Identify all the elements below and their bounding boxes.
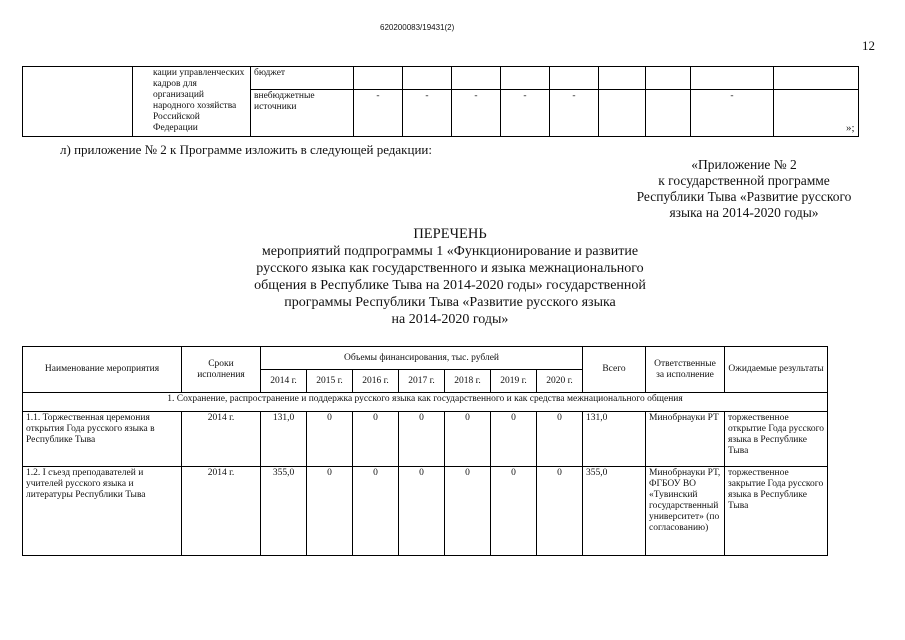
measure-name: 1.1. Торжественная церемония открытия Года русского языка в Республике Тыва: [23, 412, 182, 467]
value-cell: -: [691, 90, 774, 137]
section-row: [23, 393, 828, 412]
value-cell: -: [354, 90, 403, 137]
title-heading: ПЕРЕЧЕНЬ: [413, 226, 487, 242]
table-row: [23, 412, 828, 467]
header-year: 2015 г.: [307, 370, 353, 393]
header-year: 2016 г.: [353, 370, 399, 393]
value-cell: 0: [307, 412, 353, 467]
header-year: 2018 г.: [445, 370, 491, 393]
value-cell: -: [452, 90, 501, 137]
source-cell: внебюджетные источники: [251, 90, 354, 137]
header-results: Ожидаемые результаты: [725, 347, 828, 393]
header-name: Наименование мероприятия: [23, 347, 182, 393]
value-cell: 0: [491, 467, 537, 556]
page-number: 12: [862, 38, 875, 53]
title-line: программы Республики Тыва «Развитие русского языка: [284, 295, 616, 310]
value-cell: 0: [353, 412, 399, 467]
header-year: 2019 г.: [491, 370, 537, 393]
value-cell: [403, 67, 452, 90]
value-cell: 0: [399, 467, 445, 556]
measure-cell: кации управленческих кадров для организаций народного хозяйства Российской Федерации: [133, 67, 251, 137]
appendix-line: Республики Тыва «Развитие русского: [636, 189, 852, 204]
value-cell: [550, 67, 599, 90]
instruction-text: л) приложение № 2 к Программе изложить в следующей редакции:: [60, 142, 432, 157]
appendix-line: языка на 2014-2020 годы»: [669, 205, 819, 220]
header-responsible: Ответственные за исполнение: [646, 347, 725, 393]
source-cell: бюджет: [251, 67, 354, 90]
measure-term: 2014 г.: [182, 412, 261, 467]
closing-quote: »;: [846, 122, 855, 134]
title-line: русского языка как государственного и языка межнационального: [256, 261, 644, 276]
section-title: 1. Сохранение, распространение и поддержка русского языка как государственного и как средства межнационального общения: [23, 393, 828, 412]
measure-term: 2014 г.: [182, 467, 261, 556]
previous-table-fragment: [22, 66, 859, 137]
value-cell: 0: [399, 412, 445, 467]
value-cell: -: [501, 90, 550, 137]
value-cell: 355,0: [261, 467, 307, 556]
value-cell: -: [403, 90, 452, 137]
document-title: [210, 226, 690, 328]
responsible-cell: Минобрнауки РТ: [646, 412, 725, 467]
measures-table: [22, 346, 828, 556]
title-line: на 2014-2020 годы»: [391, 312, 509, 327]
table-row: [23, 467, 828, 556]
header-total: Всего: [583, 347, 646, 393]
header-year: 2017 г.: [399, 370, 445, 393]
document-id: 620200083/19431(2): [380, 23, 455, 32]
value-cell: 0: [353, 467, 399, 556]
appendix-line: к государственной программе: [658, 173, 830, 188]
header-term: Сроки исполнения: [182, 347, 261, 393]
value-cell: 0: [537, 412, 583, 467]
value-cell: 0: [491, 412, 537, 467]
result-cell: торжественное закрытие Года русского языка в Республике Тыва: [725, 467, 828, 556]
appendix-header: [624, 157, 864, 221]
appendix-line: «Приложение № 2: [691, 157, 797, 172]
value-cell: [646, 67, 691, 90]
header-funding: Объемы финансирования, тыс. рублей: [261, 347, 583, 370]
value-cell: [691, 67, 774, 90]
value-cell: -: [550, 90, 599, 137]
measure-name: 1.2. I съезд преподавателей и учителей русского языка и литературы Республики Тыва: [23, 467, 182, 556]
value-cell: [599, 67, 646, 90]
empty-cell: [23, 67, 133, 137]
title-line: мероприятий подпрограммы 1 «Функционирование и развитие: [261, 244, 639, 259]
value-cell: 0: [445, 412, 491, 467]
value-cell: [354, 67, 403, 90]
responsible-cell: Минобрнауки РТ, ФГБОУ ВО «Тувинский государственный университет» (по согласованию): [646, 467, 725, 556]
total-cell: 355,0: [583, 467, 646, 556]
table-header-row: [23, 347, 828, 370]
header-year: 2014 г.: [261, 370, 307, 393]
table-row: [23, 67, 859, 90]
result-cell: торжественное открытие Года русского языка в Республике Тыва: [725, 412, 828, 467]
value-cell: 0: [537, 467, 583, 556]
total-cell: 131,0: [583, 412, 646, 467]
value-cell: [646, 90, 691, 137]
value-cell: 0: [445, 467, 491, 556]
value-cell: [501, 67, 550, 90]
value-cell: 0: [307, 467, 353, 556]
value-cell: [774, 67, 859, 90]
value-cell: [599, 90, 646, 137]
value-cell: 131,0: [261, 412, 307, 467]
header-year: 2020 г.: [537, 370, 583, 393]
title-line: общения в Республике Тыва на 2014-2020 годы» государственной: [254, 278, 646, 293]
value-cell: [452, 67, 501, 90]
